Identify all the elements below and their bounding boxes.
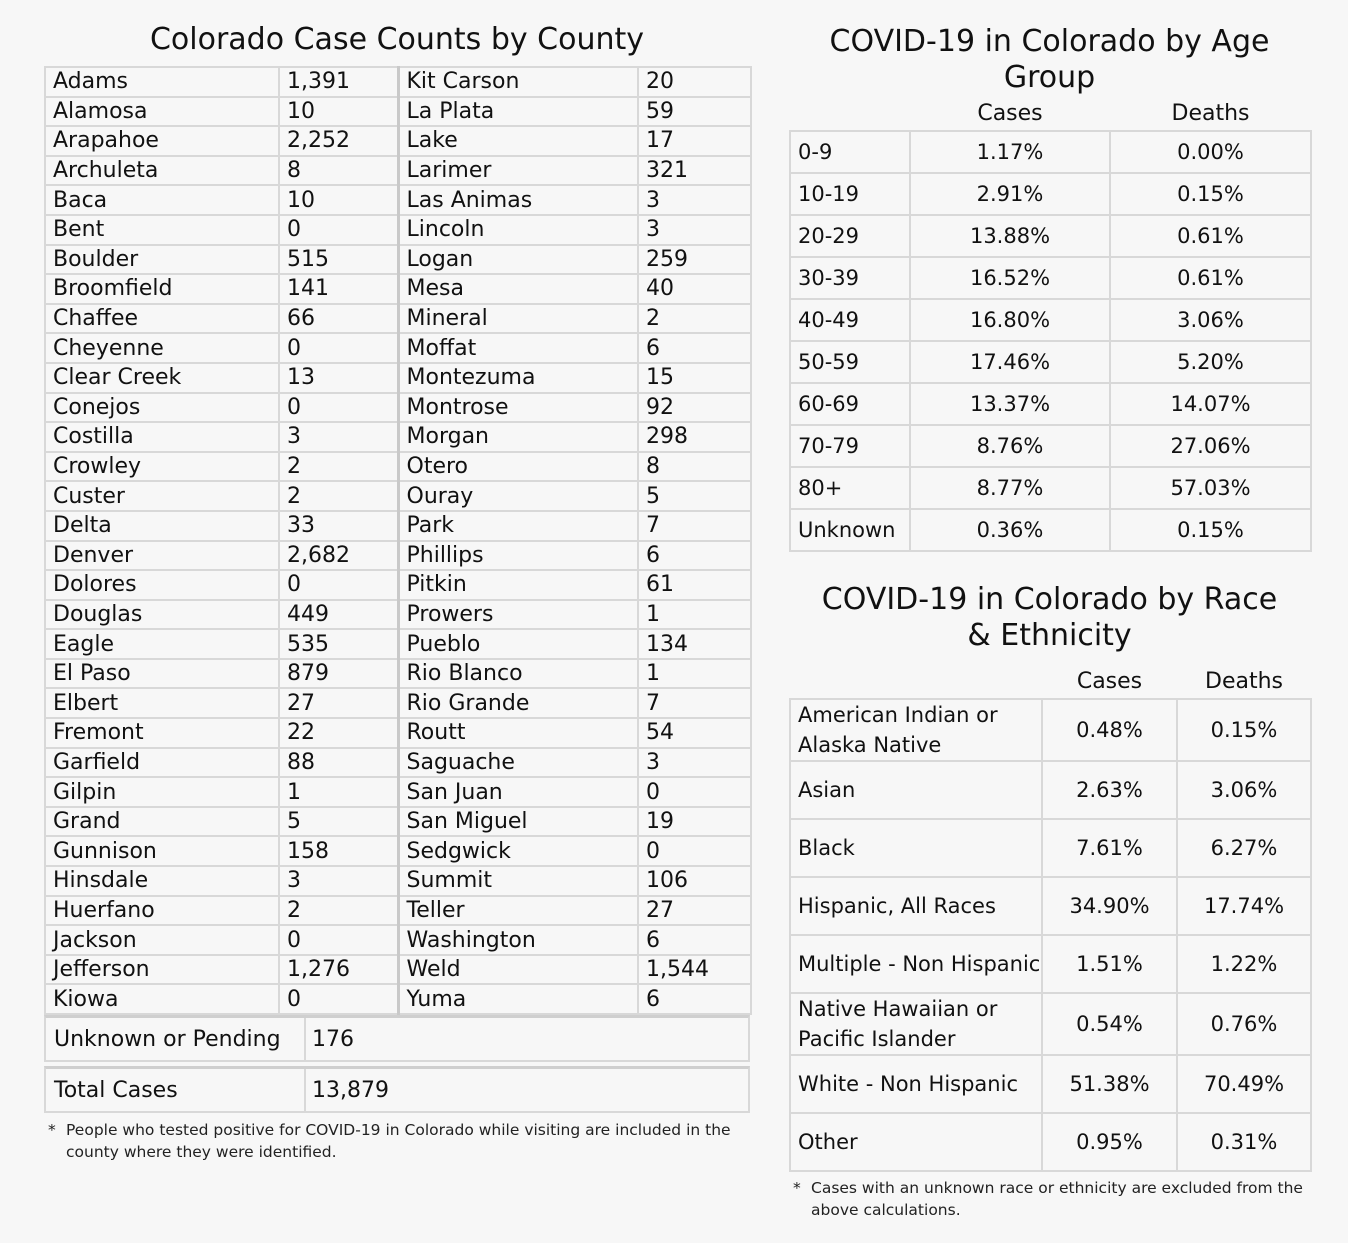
county-count: 535 [279, 629, 398, 659]
race-title: COVID-19 in Colorado by Race & Ethnicity [821, 582, 1278, 653]
race-row [790, 699, 1311, 761]
county-name: Rio Grande [398, 688, 638, 718]
race-cases-value: 2.63% [1042, 761, 1177, 819]
age-cases-value: 13.37% [910, 383, 1110, 425]
county-count: 3 [638, 185, 751, 215]
county-name: Garfield [45, 748, 279, 778]
county-row [45, 659, 751, 689]
age-panel [789, 24, 1310, 552]
county-name: San Miguel [398, 807, 638, 837]
county-count: 40 [638, 274, 751, 304]
age-deaths-value: 5.20% [1110, 341, 1311, 383]
county-row [45, 748, 751, 778]
county-count: 3 [638, 748, 751, 778]
county-row [45, 156, 751, 186]
race-group-label: White - Non Hispanic [790, 1055, 1042, 1113]
race-deaths-value: 0.15% [1177, 699, 1311, 761]
county-name: Routt [398, 718, 638, 748]
age-cases-value: 16.52% [910, 257, 1110, 299]
county-row [45, 97, 751, 127]
county-name: Pueblo [398, 629, 638, 659]
age-row [790, 131, 1311, 173]
county-name: Lincoln [398, 215, 638, 245]
county-footnote-text: People who tested positive for COVID-19 in Colorado while visiting are included in the county where they were identified. [66, 1121, 731, 1161]
county-name: Kit Carson [398, 67, 638, 97]
race-group-label: American Indian or Alaska Native [790, 699, 1042, 761]
unknown-pending-value: 176 [312, 1026, 354, 1052]
race-deaths-value: 70.49% [1177, 1055, 1311, 1113]
race-group-label: Other [790, 1113, 1042, 1171]
county-count: 10 [279, 185, 398, 215]
county-count: 17 [638, 126, 751, 156]
county-name: Jackson [45, 925, 279, 955]
age-group-label: 0-9 [790, 131, 910, 173]
county-count: 61 [638, 570, 751, 600]
total-cases-row [44, 1066, 750, 1113]
county-count: 5 [279, 807, 398, 837]
race-cases-value: 1.51% [1042, 935, 1177, 993]
age-row [790, 383, 1311, 425]
race-header-blank [790, 664, 1042, 699]
county-name: Sedgwick [398, 836, 638, 866]
county-row [45, 984, 751, 1014]
county-row [45, 452, 751, 482]
age-cases-value: 17.46% [910, 341, 1110, 383]
county-count: 1 [638, 659, 751, 689]
age-deaths-value: 0.61% [1110, 215, 1311, 257]
county-row [45, 215, 751, 245]
age-title: COVID-19 in Colorado by Age Group [829, 24, 1270, 95]
county-name: Park [398, 511, 638, 541]
county-count: 20 [638, 67, 751, 97]
race-cases-value: 0.48% [1042, 699, 1177, 761]
race-panel [789, 582, 1310, 1221]
county-count: 1,276 [279, 955, 398, 985]
race-group-label: Black [790, 819, 1042, 877]
county-name: Morgan [398, 422, 638, 452]
county-name: Crowley [45, 452, 279, 482]
county-name: Broomfield [45, 274, 279, 304]
race-deaths-value: 0.31% [1177, 1113, 1311, 1171]
age-cases-value: 1.17% [910, 131, 1110, 173]
age-deaths-value: 0.15% [1110, 509, 1311, 551]
age-deaths-value: 0.15% [1110, 173, 1311, 215]
county-count: 2 [279, 452, 398, 482]
county-count: 2,682 [279, 541, 398, 571]
county-count: 13 [279, 363, 398, 393]
county-title: Colorado Case Counts by County [149, 22, 645, 57]
race-table [789, 664, 1312, 1172]
race-deaths-value: 17.74% [1177, 877, 1311, 935]
county-row [45, 333, 751, 363]
county-name: Montrose [398, 393, 638, 423]
county-name: Costilla [45, 422, 279, 452]
county-footnote-star: * [48, 1121, 56, 1139]
county-name: Delta [45, 511, 279, 541]
race-cases-value: 34.90% [1042, 877, 1177, 935]
age-table [789, 96, 1312, 552]
county-count: 1,391 [279, 67, 398, 97]
race-row [790, 877, 1311, 935]
county-name: Fremont [45, 718, 279, 748]
age-row [790, 299, 1311, 341]
county-name: Yuma [398, 984, 638, 1014]
unknown-pending-row [44, 1015, 750, 1062]
county-name: Summit [398, 866, 638, 896]
county-count: 879 [279, 659, 398, 689]
county-count: 22 [279, 718, 398, 748]
race-cases-value: 0.54% [1042, 993, 1177, 1055]
race-cases-value: 0.95% [1042, 1113, 1177, 1171]
county-count: 321 [638, 156, 751, 186]
county-count: 19 [638, 807, 751, 837]
county-row [45, 925, 751, 955]
county-name: Mesa [398, 274, 638, 304]
county-row [45, 274, 751, 304]
race-deaths-value: 3.06% [1177, 761, 1311, 819]
county-name: Jefferson [45, 955, 279, 985]
county-count: 158 [279, 836, 398, 866]
race-cases-value: 7.61% [1042, 819, 1177, 877]
age-group-label: 50-59 [790, 341, 910, 383]
race-deaths-value: 0.76% [1177, 993, 1311, 1055]
county-name: Washington [398, 925, 638, 955]
county-count: 7 [638, 511, 751, 541]
race-footnote-star: * [793, 1179, 801, 1197]
county-count: 54 [638, 718, 751, 748]
county-count: 66 [279, 304, 398, 334]
age-deaths-value: 0.00% [1110, 131, 1311, 173]
county-name: Eagle [45, 629, 279, 659]
county-footnote [44, 1119, 750, 1163]
county-name: Custer [45, 481, 279, 511]
county-count: 6 [638, 541, 751, 571]
county-count: 259 [638, 245, 751, 275]
race-group-label: Native Hawaiian or Pacific Islander [790, 993, 1042, 1055]
county-name: Grand [45, 807, 279, 837]
age-cases-value: 0.36% [910, 509, 1110, 551]
county-name: Larimer [398, 156, 638, 186]
county-name: Otero [398, 452, 638, 482]
race-header-cases: Cases [1076, 668, 1143, 694]
county-row [45, 600, 751, 630]
county-count: 0 [279, 393, 398, 423]
age-header-deaths: Deaths [1171, 100, 1250, 126]
race-footnote-text: Cases with an unknown race or ethnicity are excluded from the above calculations. [811, 1179, 1303, 1219]
age-group-label: 30-39 [790, 257, 910, 299]
county-name: Las Animas [398, 185, 638, 215]
county-name: Cheyenne [45, 333, 279, 363]
county-row [45, 126, 751, 156]
county-name: Phillips [398, 541, 638, 571]
county-name: Douglas [45, 600, 279, 630]
county-count: 0 [279, 984, 398, 1014]
county-row [45, 67, 751, 97]
age-group-label: Unknown [790, 509, 910, 551]
county-name: Alamosa [45, 97, 279, 127]
race-header-deaths: Deaths [1205, 668, 1283, 694]
county-name: Saguache [398, 748, 638, 778]
county-name: Baca [45, 185, 279, 215]
race-footnote [789, 1177, 1310, 1221]
county-name: Teller [398, 896, 638, 926]
county-row [45, 955, 751, 985]
county-count: 88 [279, 748, 398, 778]
age-header-blank [790, 96, 910, 131]
age-row [790, 467, 1311, 509]
county-name: Elbert [45, 688, 279, 718]
race-group-label: Hispanic, All Races [790, 877, 1042, 935]
county-row [45, 393, 751, 423]
age-row [790, 215, 1311, 257]
county-count: 8 [638, 452, 751, 482]
county-name: Prowers [398, 600, 638, 630]
age-deaths-value: 3.06% [1110, 299, 1311, 341]
county-name: Conejos [45, 393, 279, 423]
county-count: 92 [638, 393, 751, 423]
county-name: Lake [398, 126, 638, 156]
county-count: 27 [279, 688, 398, 718]
county-name: Adams [45, 67, 279, 97]
county-name: Bent [45, 215, 279, 245]
county-row [45, 245, 751, 275]
county-count: 10 [279, 97, 398, 127]
age-row [790, 341, 1311, 383]
county-count: 106 [638, 866, 751, 896]
county-name: Gunnison [45, 836, 279, 866]
county-name: Huerfano [45, 896, 279, 926]
county-count: 3 [638, 215, 751, 245]
county-count: 141 [279, 274, 398, 304]
race-group-label: Asian [790, 761, 1042, 819]
county-name: Hinsdale [45, 866, 279, 896]
race-row [790, 761, 1311, 819]
county-count: 0 [279, 333, 398, 363]
county-row [45, 688, 751, 718]
county-row [45, 304, 751, 334]
age-deaths-value: 14.07% [1110, 383, 1311, 425]
age-group-label: 70-79 [790, 425, 910, 467]
county-name: Montezuma [398, 363, 638, 393]
county-row [45, 363, 751, 393]
county-count: 1 [279, 777, 398, 807]
county-name: Ouray [398, 481, 638, 511]
county-count: 6 [638, 984, 751, 1014]
county-count: 3 [279, 866, 398, 896]
county-name: Kiowa [45, 984, 279, 1014]
county-row [45, 777, 751, 807]
county-count: 7 [638, 688, 751, 718]
county-name: Logan [398, 245, 638, 275]
county-name: Weld [398, 955, 638, 985]
age-deaths-value: 57.03% [1110, 467, 1311, 509]
county-count: 8 [279, 156, 398, 186]
county-count: 1,544 [638, 955, 751, 985]
county-row [45, 836, 751, 866]
county-row [45, 807, 751, 837]
race-deaths-value: 1.22% [1177, 935, 1311, 993]
county-row [45, 541, 751, 571]
county-row [45, 422, 751, 452]
county-table [44, 66, 752, 1015]
county-count: 0 [279, 570, 398, 600]
county-count: 449 [279, 600, 398, 630]
county-name: Dolores [45, 570, 279, 600]
county-count: 0 [279, 215, 398, 245]
county-count: 15 [638, 363, 751, 393]
county-count: 0 [279, 925, 398, 955]
age-cases-value: 13.88% [910, 215, 1110, 257]
county-name: Arapahoe [45, 126, 279, 156]
county-count: 2 [279, 896, 398, 926]
county-row [45, 866, 751, 896]
race-row [790, 1055, 1311, 1113]
county-row [45, 511, 751, 541]
county-name: Boulder [45, 245, 279, 275]
county-name: Pitkin [398, 570, 638, 600]
county-name: El Paso [45, 659, 279, 689]
county-row [45, 185, 751, 215]
county-count: 2,252 [279, 126, 398, 156]
county-row [45, 629, 751, 659]
county-count: 1 [638, 600, 751, 630]
race-row [790, 935, 1311, 993]
age-group-label: 60-69 [790, 383, 910, 425]
county-panel [44, 22, 750, 1163]
race-deaths-value: 6.27% [1177, 819, 1311, 877]
age-group-label: 10-19 [790, 173, 910, 215]
county-count: 2 [638, 304, 751, 334]
county-name: San Juan [398, 777, 638, 807]
county-name: Denver [45, 541, 279, 571]
county-name: Gilpin [45, 777, 279, 807]
county-name: Moffat [398, 333, 638, 363]
age-row [790, 425, 1311, 467]
race-cases-value: 51.38% [1042, 1055, 1177, 1113]
county-count: 33 [279, 511, 398, 541]
race-row [790, 1113, 1311, 1171]
county-name: Chaffee [45, 304, 279, 334]
age-deaths-value: 27.06% [1110, 425, 1311, 467]
age-cases-value: 2.91% [910, 173, 1110, 215]
age-group-label: 20-29 [790, 215, 910, 257]
age-group-label: 80+ [790, 467, 910, 509]
county-name: Clear Creek [45, 363, 279, 393]
age-deaths-value: 0.61% [1110, 257, 1311, 299]
age-row [790, 173, 1311, 215]
county-count: 298 [638, 422, 751, 452]
race-group-label: Multiple - Non Hispanic [790, 935, 1042, 993]
total-cases-value: 13,879 [312, 1077, 389, 1103]
age-header-cases: Cases [977, 100, 1043, 126]
unknown-pending-label: Unknown or Pending [46, 1018, 306, 1060]
county-count: 134 [638, 629, 751, 659]
county-count: 59 [638, 97, 751, 127]
total-cases-label: Total Cases [46, 1069, 306, 1111]
age-row [790, 257, 1311, 299]
county-count: 3 [279, 422, 398, 452]
race-row [790, 993, 1311, 1055]
age-group-label: 40-49 [790, 299, 910, 341]
county-name: Archuleta [45, 156, 279, 186]
county-row [45, 570, 751, 600]
age-cases-value: 8.76% [910, 425, 1110, 467]
county-count: 0 [638, 777, 751, 807]
county-name: Mineral [398, 304, 638, 334]
county-count: 5 [638, 481, 751, 511]
age-row [790, 509, 1311, 551]
county-name: Rio Blanco [398, 659, 638, 689]
race-row [790, 819, 1311, 877]
county-row [45, 896, 751, 926]
county-count: 2 [279, 481, 398, 511]
county-count: 6 [638, 333, 751, 363]
county-count: 27 [638, 896, 751, 926]
age-cases-value: 16.80% [910, 299, 1110, 341]
county-name: La Plata [398, 97, 638, 127]
county-count: 6 [638, 925, 751, 955]
county-count: 0 [638, 836, 751, 866]
age-cases-value: 8.77% [910, 467, 1110, 509]
county-row [45, 718, 751, 748]
county-row [45, 481, 751, 511]
county-count: 515 [279, 245, 398, 275]
